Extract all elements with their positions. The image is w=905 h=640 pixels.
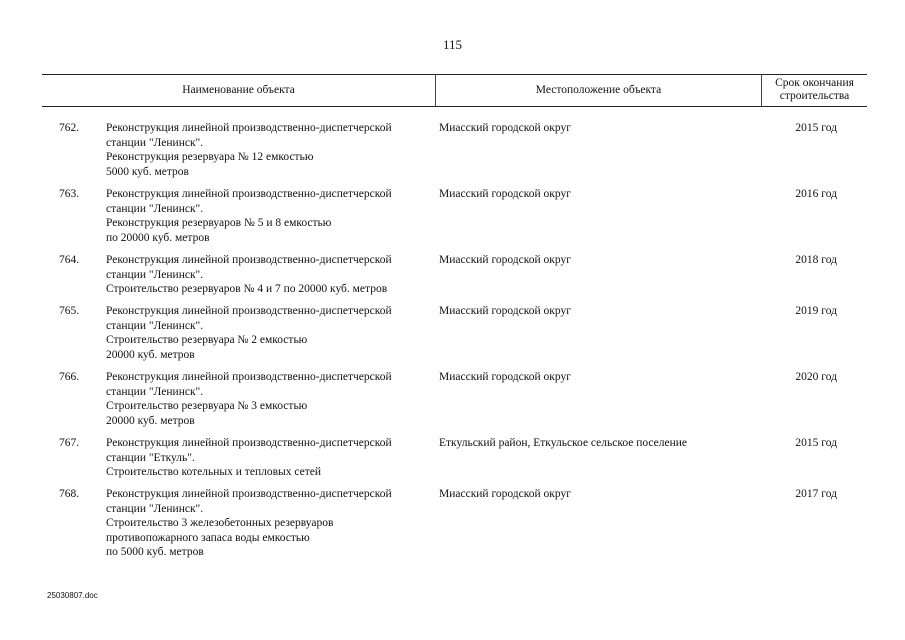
row-name-line: 20000 куб. метров bbox=[106, 348, 195, 361]
row-name-line: противопожарного запаса воды емкостью bbox=[106, 531, 310, 544]
row-name bbox=[106, 121, 446, 179]
table-header-rule bbox=[42, 106, 867, 107]
header-location: Местоположение объекта bbox=[535, 83, 662, 96]
row-year: 2019 год bbox=[795, 305, 837, 317]
row-name bbox=[106, 304, 446, 362]
row-year: 2016 год bbox=[795, 188, 837, 200]
row-name-line: Реконструкция линейной производственно-диспетчерской bbox=[106, 122, 392, 134]
row-number: 768. bbox=[59, 488, 80, 500]
row-location: Миасский городской округ bbox=[439, 188, 571, 200]
row-year: 2018 год bbox=[795, 254, 837, 266]
row-name bbox=[106, 436, 446, 480]
row-name-line: Реконструкция линейной производственно-диспетчерской bbox=[106, 188, 392, 200]
row-number: 766. bbox=[59, 371, 80, 383]
row-year: 2020 год bbox=[795, 371, 837, 383]
row-name bbox=[106, 187, 446, 245]
row-name-line: Реконструкция линейной производственно-диспетчерской bbox=[106, 254, 392, 266]
document-filename: 25030807.doc bbox=[47, 591, 98, 600]
row-year: 2017 год bbox=[795, 488, 837, 500]
row-name-line: Реконструкция линейной производственно-диспетчерской bbox=[106, 488, 392, 500]
row-number: 767. bbox=[59, 437, 80, 449]
row-name-line: Реконструкция линейной производственно-диспетчерской bbox=[106, 437, 392, 449]
row-name-line: станции "Ленинск". bbox=[106, 502, 204, 515]
header-deadline-line2: строительства bbox=[779, 90, 850, 102]
row-name-line: станции "Ленинск". bbox=[106, 202, 204, 215]
row-location: Миасский городской округ bbox=[439, 488, 571, 500]
row-location: Миасский городской округ bbox=[439, 254, 571, 266]
row-number: 765. bbox=[59, 305, 80, 317]
row-name-line: Строительство 3 железобетонных резервуаров bbox=[106, 517, 334, 530]
page-number: 115 bbox=[442, 37, 463, 52]
header-deadline-line1: Срок окончания bbox=[775, 77, 854, 89]
row-name-line: 5000 куб. метров bbox=[106, 165, 189, 178]
row-name-line: Реконструкция линейной производственно-диспетчерской bbox=[106, 305, 392, 317]
row-name-line: Реконструкция резервуара № 12 емкостью bbox=[106, 151, 314, 164]
row-year: 2015 год bbox=[795, 122, 837, 134]
row-name-line: станции "Ленинск". bbox=[106, 385, 204, 398]
row-number: 763. bbox=[59, 188, 80, 200]
row-location: Миасский городской округ bbox=[439, 305, 571, 317]
row-year: 2015 год bbox=[795, 437, 837, 449]
row-name bbox=[106, 487, 446, 560]
row-location: Миасский городской округ bbox=[439, 371, 571, 383]
row-name-line: по 5000 куб. метров bbox=[106, 546, 204, 559]
row-number: 764. bbox=[59, 254, 80, 266]
row-name-line: 20000 куб. метров bbox=[106, 414, 195, 427]
row-name-line: Строительство резервуаров № 4 и 7 по 20000 куб. метров bbox=[106, 283, 388, 296]
row-name-line: станции "Ленинск". bbox=[106, 136, 204, 149]
row-name-line: по 20000 куб. метров bbox=[106, 231, 210, 244]
header-name: Наименование объекта bbox=[182, 83, 295, 96]
row-name-line: станции "Ленинск". bbox=[106, 319, 204, 332]
row-name bbox=[106, 253, 451, 297]
row-name bbox=[106, 370, 446, 428]
row-name-line: Строительство котельных и тепловых сетей bbox=[106, 466, 321, 479]
row-location: Еткульский район, Еткульское сельское поселение bbox=[439, 437, 688, 449]
row-location: Миасский городской округ bbox=[439, 122, 571, 134]
row-name-line: Строительство резервуара № 2 емкостью bbox=[106, 334, 308, 347]
row-name-line: Реконструкция линейной производственно-диспетчерской bbox=[106, 371, 392, 383]
row-name-line: станции "Ленинск". bbox=[106, 268, 204, 281]
row-name-line: станции "Еткуль". bbox=[106, 451, 195, 464]
row-name-line: Строительство резервуара № 3 емкостью bbox=[106, 400, 308, 413]
table-header bbox=[42, 74, 867, 106]
row-number: 762. bbox=[59, 122, 80, 134]
header-deadline bbox=[762, 74, 867, 106]
row-name-line: Реконструкция резервуаров № 5 и 8 емкостью bbox=[106, 217, 332, 230]
